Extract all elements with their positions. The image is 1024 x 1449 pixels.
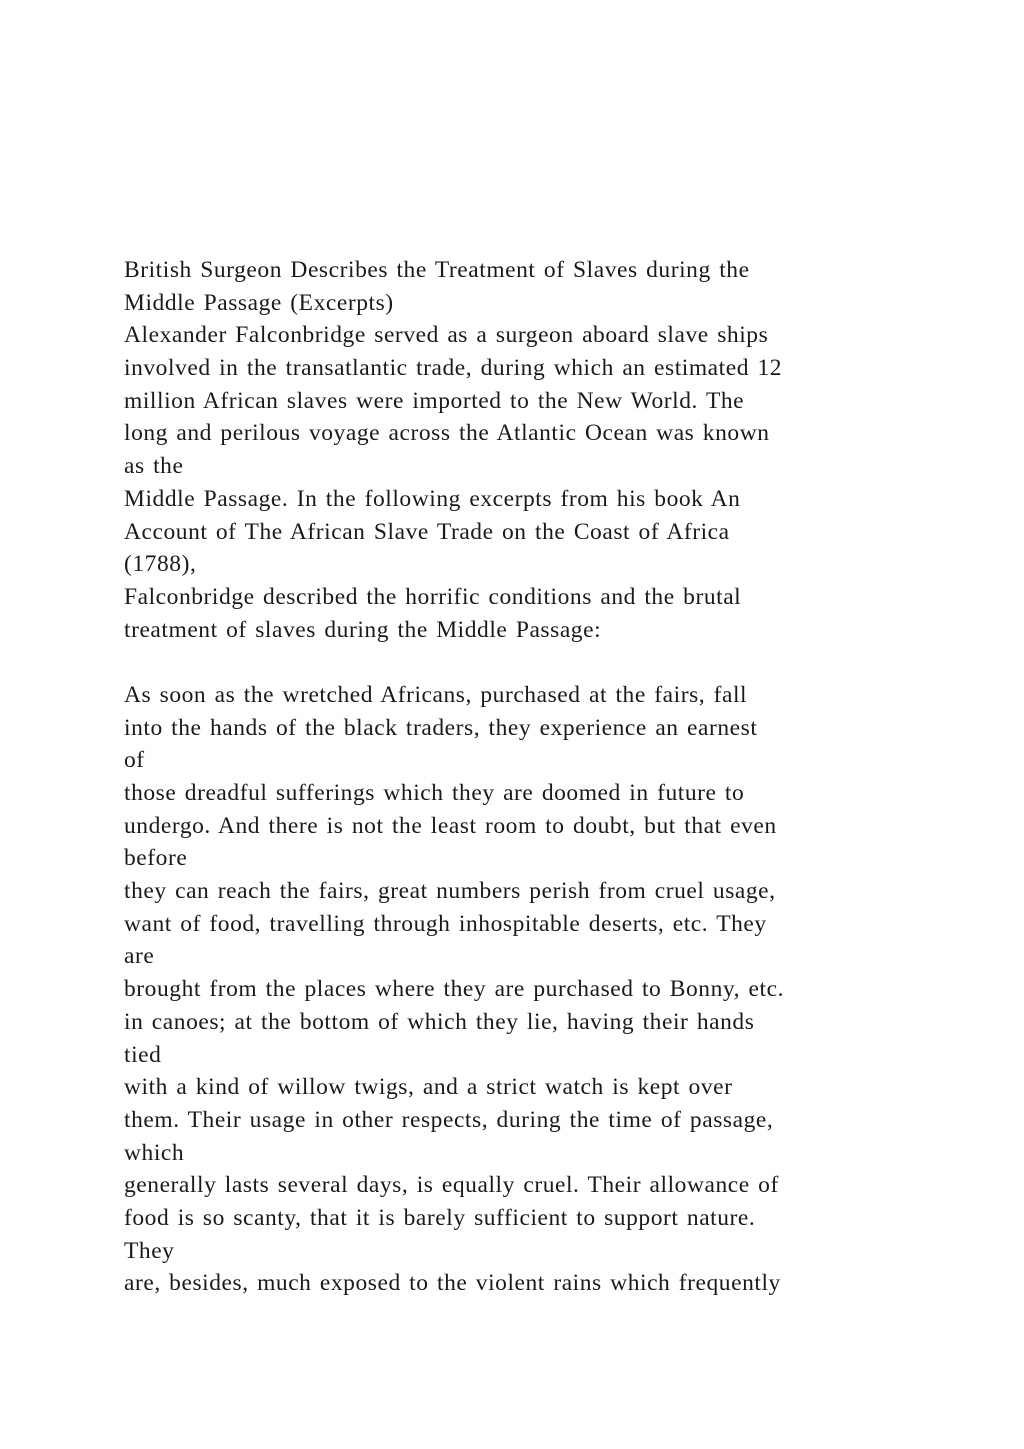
text-line: brought from the places where they are purchased to Bonny, etc. [124, 976, 784, 1003]
text-line: Falconbridge described the horrific conditions and the brutal [124, 583, 742, 610]
document-body [124, 254, 984, 1300]
text-line: As soon as the wretched Africans, purchased at the fairs, fall [124, 681, 748, 708]
text-line: (1788), [124, 551, 197, 578]
text-line: generally lasts several days, is equally cruel. Their allowance of [124, 1172, 779, 1199]
text-line: are [124, 943, 155, 970]
text-line: in canoes; at the bottom of which they lie, having their hands [124, 1008, 755, 1035]
text-line: undergo. And there is not the least room to doubt, but that even [124, 812, 777, 839]
text-line: which [124, 1139, 185, 1166]
text-line: food is so scanty, that it is barely sufficient to support nature. [124, 1204, 756, 1231]
text-line: tied [124, 1041, 162, 1068]
text-line: million African slaves were imported to the New World. The [124, 387, 745, 414]
title-line: Middle Passage (Excerpts) [124, 289, 394, 316]
text-line: as the [124, 453, 184, 480]
title-line: British Surgeon Describes the Treatment of Slaves during the [124, 257, 750, 283]
text-line: before [124, 845, 188, 872]
text-line: Account of The African Slave Trade on the Coast of Africa [124, 518, 730, 545]
text-line: into the hands of the black traders, they experience an earnest [124, 714, 758, 741]
text-line: are, besides, much exposed to the violent rains which frequently [124, 1270, 781, 1297]
text-line: with a kind of willow twigs, and a strict watch is kept over [124, 1074, 733, 1101]
text-line: those dreadful sufferings which they are doomed in future to [124, 780, 745, 806]
text-line: They [124, 1237, 175, 1264]
text-line: of [124, 747, 145, 774]
text-line: treatment of slaves during the Middle Passage: [124, 616, 602, 643]
text-line: want of food, travelling through inhospitable deserts, etc. They [124, 910, 767, 937]
text-line: them. Their usage in other respects, during the time of passage, [124, 1106, 774, 1133]
blank-line [124, 646, 984, 679]
text-line: Middle Passage. In the following excerpts from his book An [124, 485, 741, 512]
text-line: Alexander Falconbridge served as a surgeon aboard slave ships [124, 322, 769, 349]
text-line: long and perilous voyage across the Atlantic Ocean was known [124, 420, 770, 447]
text-line: they can reach the fairs, great numbers perish from cruel usage, [124, 878, 776, 905]
text-line: involved in the transatlantic trade, during which an estimated 12 [124, 355, 783, 382]
